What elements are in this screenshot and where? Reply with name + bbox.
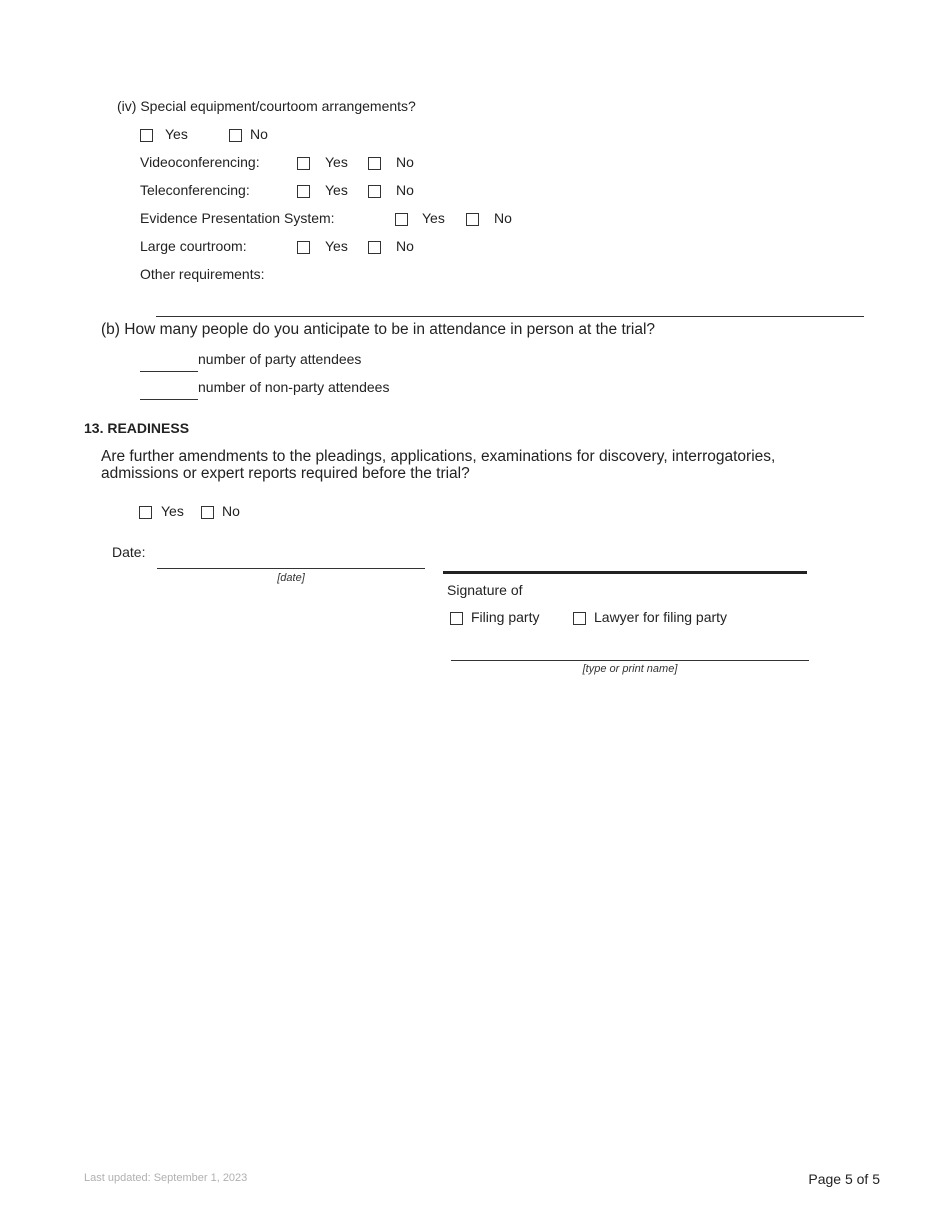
readiness-yes-checkbox[interactable] xyxy=(139,506,152,519)
attendance-question: (b) How many people do you anticipate to be in attendance in person at the trial? xyxy=(101,321,656,338)
page-number: Page 5 of 5 xyxy=(808,1171,880,1187)
large-courtroom-label: Large courtroom: xyxy=(140,238,247,254)
signature-line[interactable] xyxy=(443,571,807,574)
signature-of-label: Signature of xyxy=(447,582,523,598)
other-requirements-label: Other requirements: xyxy=(140,266,265,282)
large-courtroom-yes-label: Yes xyxy=(325,238,348,254)
equipment-no-checkbox[interactable] xyxy=(229,129,242,142)
lawyer-checkbox[interactable] xyxy=(573,612,586,625)
teleconferencing-no-label: No xyxy=(396,182,414,198)
nonparty-attendees-label: number of non-party attendees xyxy=(198,379,390,395)
videoconferencing-no-checkbox[interactable] xyxy=(368,157,381,170)
evidence-presentation-yes-checkbox[interactable] xyxy=(395,213,408,226)
teleconferencing-yes-label: Yes xyxy=(325,182,348,198)
last-updated: Last updated: September 1, 2023 xyxy=(84,1172,248,1184)
filing-party-checkbox[interactable] xyxy=(450,612,463,625)
nonparty-attendees-blank[interactable] xyxy=(140,399,198,400)
date-label: Date: xyxy=(112,544,146,560)
evidence-presentation-label: Evidence Presentation System: xyxy=(140,210,335,226)
evidence-presentation-no-checkbox[interactable] xyxy=(466,213,479,226)
teleconferencing-no-checkbox[interactable] xyxy=(368,185,381,198)
equipment-yes-checkbox[interactable] xyxy=(140,129,153,142)
other-requirements-line[interactable] xyxy=(156,316,864,317)
readiness-question-line2: admissions or expert reports required before the trial? xyxy=(101,465,470,482)
videoconferencing-label: Videoconferencing: xyxy=(140,154,260,170)
teleconferencing-label: Teleconferencing: xyxy=(140,182,250,198)
readiness-no-label: No xyxy=(222,503,240,519)
lawyer-label: Lawyer for filing party xyxy=(594,609,728,625)
filing-party-label: Filing party xyxy=(471,609,540,625)
teleconferencing-yes-checkbox[interactable] xyxy=(297,185,310,198)
equipment-question: (iv) Special equipment/courtoom arrangements? xyxy=(117,98,416,114)
party-attendees-label: number of party attendees xyxy=(198,351,362,367)
large-courtroom-no-label: No xyxy=(396,238,414,254)
readiness-yes-label: Yes xyxy=(161,503,184,519)
videoconferencing-yes-label: Yes xyxy=(325,154,348,170)
readiness-no-checkbox[interactable] xyxy=(201,506,214,519)
party-attendees-blank[interactable] xyxy=(140,371,198,372)
large-courtroom-yes-checkbox[interactable] xyxy=(297,241,310,254)
videoconferencing-no-label: No xyxy=(396,154,414,170)
print-name-caption: [type or print name] xyxy=(582,663,678,675)
print-name-line[interactable] xyxy=(451,660,809,661)
date-line[interactable] xyxy=(157,568,425,569)
readiness-question-line1: Are further amendments to the pleadings, applications, examinations for discovery, interrogatories, xyxy=(101,448,776,465)
equipment-no-label: No xyxy=(250,126,268,142)
equipment-yes-label: Yes xyxy=(165,126,188,142)
large-courtroom-no-checkbox[interactable] xyxy=(368,241,381,254)
evidence-presentation-no-label: No xyxy=(494,210,512,226)
evidence-presentation-yes-label: Yes xyxy=(422,210,445,226)
videoconferencing-yes-checkbox[interactable] xyxy=(297,157,310,170)
readiness-heading: 13. READINESS xyxy=(84,420,190,436)
date-caption: [date] xyxy=(277,572,305,584)
